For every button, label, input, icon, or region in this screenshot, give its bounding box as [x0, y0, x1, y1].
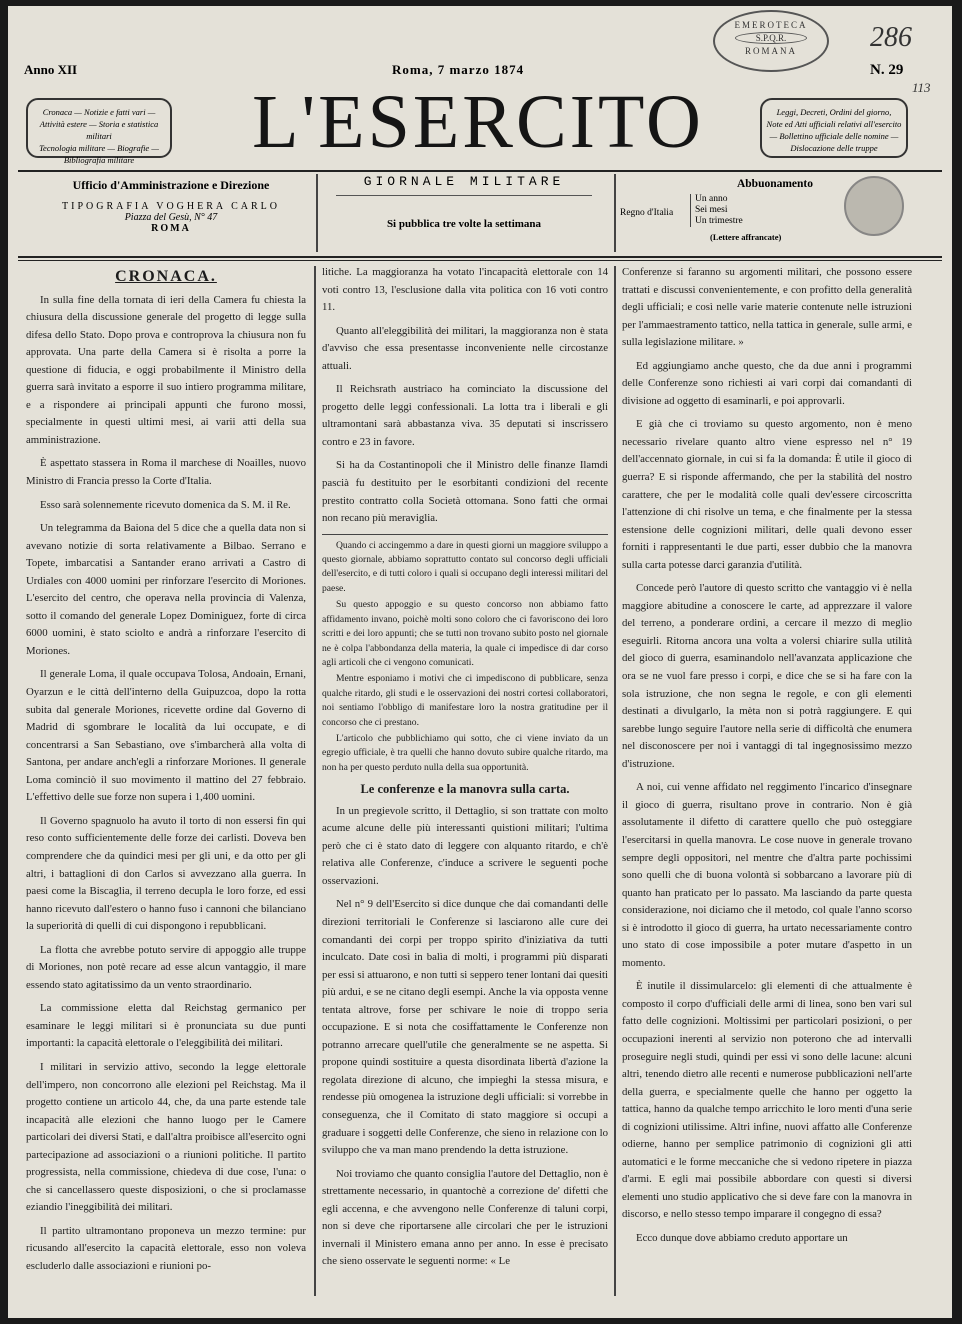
- subscription-region: Regno d'Italia: [620, 208, 674, 218]
- column-1: [26, 264, 306, 1314]
- office-title: Ufficio d'Amministrazione e Direzione: [72, 178, 270, 192]
- subscription-note: (Lettere affrancate): [710, 232, 782, 242]
- office-block: Ufficio d'Amministrazione e Direzione TIPOGRAFIA VOGHERA CARLO Piazza del Gesù, N° 47 ROMA: [26, 178, 316, 250]
- paragraph: litiche. La maggioranza ha votato l'incapacità elettorale con 14 voti contro 13, l'esclusione dalla vita politica con 16 voti contro 11.: [322, 266, 608, 314]
- paragraph: In sulla fine della tornata di ieri della Camera fu chiesta la chiusura della discussione generale del progetto di legge sulla difesa dello Stato. Dopo prova e controprova la chiusura non fu approvata. Una parte della Camera si è risolta a porre la questione di fiducia, e oggi probabilmente il Ministro della guerra sarà invitato a esporre il suo intiero programma militare, e a rispondere ai principali appunti che furono mossi, specialmente in questi ultimi mesi, ai varii atti della sua amministrazione.: [26, 293, 306, 446]
- paragraph: Il Governo spagnuolo ha avuto il torto di non essersi fin qui reso conto sufficientemente delle forze dei carlisti. Doveva ben comprendere che da quindici mesi per gli uni, e da otto per gli altri, i battaglioni di don Carlos si avvezzano alla guerra. In paesi come la Biscaglia, il terreno decupla le loro forze, ed essi hanno ricevuto dall'estero o hanno fuso i cannoni che bilanciano la superiorità di quelli di cui dispongono i repubblicani.: [26, 814, 306, 933]
- tax-stamp: [844, 176, 904, 236]
- editorial-notice: [322, 539, 608, 776]
- paragraph: I militari in servizio attivo, secondo la legge elettorale dell'impero, non concorrono alle elezioni pel Reichstag. Ma il progetto contiene un articolo 44, che, da una parte estende tale incapacità alle elezioni che hanno luogo per le Camere particolari dei diversi Stati, e dall'altra proibisce all'esercito ogni partecipazione ad associazioni o a riunioni politiche. Il partito progressista, nella commissione, chiedeva di due cose, l'una: o che si cancellassero queste disposizioni, o che si proclamasse eziandio l'ineggibilità dei militari.: [26, 1060, 306, 1214]
- header-bottom-rule: [18, 256, 942, 258]
- paragraph: La commissione eletta dal Reichstag germanico per esaminare le leggi militari si è pronunciata su due punti importanti: la capacità elettorale o l'eleggibilità dei militari.: [26, 1002, 306, 1050]
- paragraph: Un telegramma da Baiona del 5 dice che a quella data non si avevano notizie di sorta relativamente a Bilbao. Serrano e Topete, imbarcatisi a Santander erano arrivati a Castro di Urdiales con 4000 uomini per rinforzare l'esercito di Moriones. L'esercito del centro, che operava nella provincia di Valenza, sotto il comando del generale Lopez Dominiguez, forte di circa 6000 uomini, è stato sciolto e andrà a rinforzare l'esercito di Moriones.: [26, 522, 306, 657]
- header-bottom-rule-thin: [18, 260, 942, 261]
- paragraph: Il Reichsrath austriaco ha cominciato la discussione del progetto delle leggi confessionali. La lotta tra i liberali e gli ultramontani sarà abbastanza viva. 35 deputati si inscrissero contro e 23 in favore.: [322, 383, 608, 448]
- paragraph: Quanto all'eleggibilità dei militari, la maggioranza non è stata d'avviso che essa presentasse inconveniente nelle circostanze attuali.: [322, 324, 608, 372]
- paragraph: Il partito ultramontano proponeva un mezzo termine: pur ricusando all'esercito la capacità elettorale, esso non voleva escluderlo dalle associazioni e riunioni po-: [26, 1224, 306, 1272]
- subscription-title: Abbuonamento: [736, 178, 814, 190]
- paragraph: Conferenze si faranno su argomenti militari, che possono essere trattati e discussi convenientemente, e con profitto della generalità degli ufficiali; e così nelle varie materie contenute nelle istruzioni per l'ammaestramento tattico, nella tattica in generale, sulle armi, e sulla legislazione militare. »: [622, 266, 912, 349]
- library-stamp: EMEROTECA S.P.Q.R. ROMANA: [713, 10, 829, 72]
- article-heading: Le conferenze e la manovra sulla carta.: [360, 782, 570, 797]
- newspaper-page: [8, 6, 952, 1318]
- paragraph: Noi troviamo che quanto consiglia l'autore del Dettaglio, non è strettamente necessario, in quantochè a correzione de' difetti che egli accenna, e che avvengono nelle Conferenze di taluni corpi, non si deve che riportarsene alle circolari che per le istruzioni invernali il Ministero emana anno per anno. In esse è precisato che sieno osservate le seguenti norme: « Le: [322, 1167, 608, 1268]
- contents-box-left: Cronaca — Notizie e fatti vari — Attività estere — Storia e statistica militari Tecnologia militare — Biografie — Bibliografia militare: [26, 98, 172, 158]
- notice-paragraph: Mentre esponiamo i motivi che ci impediscono di pubblicare, senza qualche ritardo, gli studi e le osservazioni dei nostri cortesi collaboratori, noi sentiamo l'obbligo di manifestare loro la nostra gratitudine per il concorso che ci prestano.: [322, 673, 608, 728]
- paragraph: Esso sarà solennemente ricevuto domenica da S. M. il Re.: [40, 498, 291, 511]
- paragraph: La flotta che avrebbe potuto servire di appoggio alle truppe di Moriones, non potè recare ad esse alcun vantaggio, il mare essendo stato agitatissimo da un vento straordinario.: [26, 943, 306, 991]
- paragraph: In un pregievole scritto, il Dettaglio, si son trattate con molto acume alcune delle più interessanti quistioni militari; l'ultima però che ci è stato dato di leggere con alquanto ritardo, e ch'è relativa alle Conferenze, c'induce a scrivere le seguenti poche osservazioni.: [322, 804, 608, 887]
- subtitle-block: [326, 174, 602, 230]
- notice-paragraph: Quando ci accingemmo a dare in questi giorni un maggiore sviluppo a questo giornale, abbiamo soprattutto contato sul concorso degli ufficiali dell'esercito, e di tutti coloro i quali si occupano degli interessi militari del paese.: [322, 539, 608, 594]
- paragraph: A noi, cui venne affidato nel reggimento l'incarico d'insegnare il gioco di guerra, risultano prove in contrario. Non è già assolutamente il difetto di carattere quello che può osteggiare l'esercitarsi in quella manovra. Le cose nuove in generale trovano sempre degli oppositori, nel mentre che d'altra parte pochissimi sono quelli che di buona volontà si sobbarcano a lavorare più di quanto han praticato per lo passato. Ma lasciando da parte questa considerazione, noi diciamo che il metodo, col quale l'anno scorso si è introdotto il gioco di guerra, ha urtato necessariamente contro uno stato di cose impossibile a poter mutare d'aspetto in un momento.: [622, 781, 912, 969]
- frequency-note: Si pubblica tre volte la settimana: [386, 218, 542, 230]
- notice-paragraph: L'articolo che pubblichiamo qui sotto, che ci viene inviato da un egregio ufficiale, è tra quelli che hanno dovuto subire qualche ritardo, ma non ha per questo perduto nulla della sua opportunità.: [322, 732, 608, 773]
- handwritten-side-number: 113: [912, 80, 931, 95]
- paragraph: Nel n° 9 dell'Esercito si dice dunque che dai comandanti delle direzioni territoriali le Conferenze si lasciarono alle cure dei comandanti dei corpi per troppo spirito d'iniziativa da tutti inculcato. Date così in balìa di molti, i programmi più disparati per essi si attuarono, e non tutti si seppero tener lontani dai quesiti più ardui, e se ne citano degli esempi. Anche la via opposta venne tentata altrove, forse per schivare le noie di troppo seria occupazione. E si nota che cosiffattamente le Conferenze non potranno arrecare quell'utile che generalmente se ne aspetta. Si propone quindi sostituire a questa disordinata libertà d'azione la regolata direzione di alcuno, che impieghi la stessa misura, e rendesse più omogenea la istruzione degli ufficiali: si vorrebbe in conseguenza, che il Comitato di stato maggiore si occupi a graduare i soggetti delle Conferenze, che sieno in relazione con lo sviluppo che va man mano prendendo la detta istruzione.: [322, 898, 608, 1157]
- subscription-rows: Un anno Sei mesi Un trimestre: [690, 194, 743, 227]
- masthead-rule: [18, 170, 942, 172]
- year-label: Anno XII: [24, 62, 78, 77]
- paragraph: È aspettato stassera in Roma il marchese di Noailles, nuovo Ministro di Francia presso la Corte d'Italia.: [26, 457, 306, 488]
- paragraph: Il generale Loma, il quale occupava Tolosa, Andoain, Ernani, Oyarzun e le città dell'interno della Guipuzcoa, dopo la rotta subita dal generale Moriones, ricevette ordine dal Governo di Madrid di sgombrare le località da lui occupate, e di concentrarsi a San Sebastiano, ove s'imbarcherà alla volta di Santona, per andare anch'egli a rinforzare Moriones. Il generale Loma cominciò il suo movimento il mattino del 27 febbraio. L'effettivo delle sue forze non supera i 1,400 uomini.: [26, 668, 306, 804]
- paragraph: È inutile il dissimularcelo: gli elementi di che attualmente è composto il corpo d'ufficiali delle armi di linea, sono ben vari sul fatto delle cognizioni. Moltissimi per particolari posizioni, o per occupazioni inerenti al servizio non poterono che ad intervalli proseguire negli studi, quindi per essi vi sono delle lacune: alcuni altri, tenendo dietro alle recenti e numerose pubblicazioni nell'arte della guerra, e specialmente quelle che hanno per oggetto la tattica, hanno da qualche tempo arricchito le loro menti d'una serie di cognizioni utilissime. Altri infine, nuovi affatto alle Conferenze odierne, hanno per semplice patrimonio di cognizioni gli atti automatici e le forme meccaniche che si vedono ripetere in piazza d'armi. E egli mai possibile abbordare con questi si diversi elementi uno studio applicativo che si deve fare con la manovra in discorso, e nello stesso tempo imparare il congegno di essa?: [622, 980, 912, 1221]
- paragraph: Si ha da Costantinopoli che il Ministro delle finanze Ilamdi pascià fu destituito per le esorbitanti condizioni del recente prestito contratto colla Società ottomana. Sono fatti che ormai non recano più meraviglia.: [322, 459, 608, 525]
- handwritten-number: 286: [870, 22, 912, 53]
- notice-paragraph: Su questo appoggio e su questo concorso non abbiamo fatto affidamento invano, poichè molti sono coloro che ci favoriscono dei loro scritti e dei loro appunti; che se tutti non trovano subito posto nel giornale ne è colpa l'abbondanza della materia, la quale ci impedisce di dar corso agli articoli che ci vengono comunicati.: [322, 599, 608, 668]
- column-3: [622, 264, 912, 1314]
- paragraph: Concede però l'autore di questo scritto che vantaggio vi è nella maggiore abitudine a conoscere le carte, ad apprezzare il valore del terreno, a ponderare ordini, a cercare il mezzo di meglio eseguirli. Ritorna ancora una volta a volersi chiarire sulla utilità del gioco di guerra, esaminandolo nell'avanzata applicazione che ora se ne vuol fare presso i corpi, e dice che se si ha fare con la sola istruzione, che non segna le regole, e con gli elementi destinati a divulgarlo, la mèta non si potrà raggiungere. E qui sarebbe lungo seguire l'autore nella serie di difficoltà che enumera nel disconoscere per noi i vantaggi di tal ingegnosissimo mezzo d'istruzione.: [622, 582, 912, 770]
- column-2: [322, 264, 608, 1314]
- column-divider: [614, 266, 616, 1296]
- contents-box-right: Leggi, Decreti, Ordini del giorno, Note ed Atti ufficiali relativi all'esercito — Bollettino ufficiale delle nomine — Dislocazione delle truppe: [760, 98, 908, 158]
- dateline: Roma, 7 marzo 1874: [392, 62, 525, 77]
- subtitle: GIORNALE MILITARE: [363, 174, 565, 189]
- header-divider: [614, 174, 616, 252]
- paragraph: E già che ci troviamo su questo argomento, non è meno necessario rivelare quanto altro viene espresso nel n° 19 dell'accennato giornale, in cui si fa la domanda: È utile il gioco di guerra? E si risponde affermando, che per la stabilità del nostro carattere, che per le modalità colle quali dev'essere circoscritta l'attenzione di chi risolve un tema, e che finalmente per la stessa estensione delle cognizioni militari, delle quali devono esser forniti i rappresentanti le due parti, esser dubbio che la manovra sulla carta potesse darci garanzia d'utilità.: [622, 418, 912, 571]
- column-divider: [314, 266, 316, 1296]
- header-divider: [316, 174, 318, 252]
- masthead-title: L'ESERCITO: [252, 80, 704, 164]
- paragraph: Ed aggiungiamo anche questo, che da due anni i programmi delle Conferenze sono richiesti ai vari corpi dai comandanti di divisione ad oggetto di esaminarli, e poi approvarli.: [622, 359, 912, 407]
- paragraph: Ecco dunque dove abbiamo creduto apportare un: [636, 1231, 848, 1244]
- issue-number: N. 29: [870, 62, 904, 78]
- section-heading-cronaca: CRONACA.: [115, 268, 217, 285]
